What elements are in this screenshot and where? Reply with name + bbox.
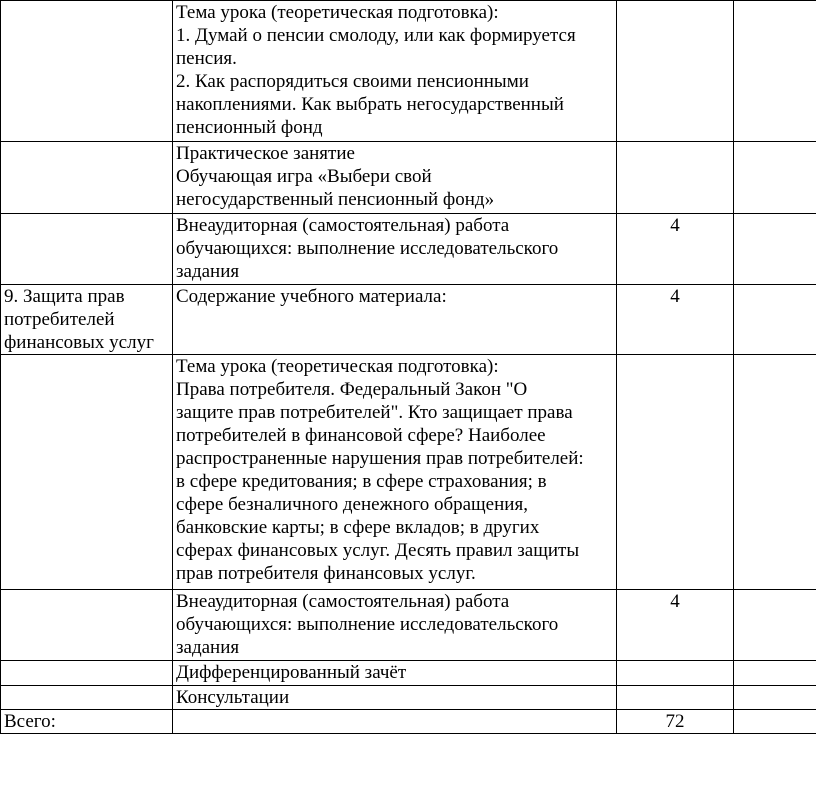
content-line: в сфере кредитования; в сфере страхования; в (176, 471, 547, 492)
extra-cell (734, 661, 816, 686)
content-line: Содержание учебного материала: (176, 286, 447, 307)
extra-cell (734, 142, 816, 214)
table-row (1, 355, 816, 590)
content-cell (173, 1, 617, 142)
content-line: Обучающая игра «Выбери свой (176, 166, 432, 187)
hours-cell (617, 1, 734, 142)
content-cell (173, 142, 617, 214)
extra-cell (734, 355, 816, 590)
content-cell (173, 590, 617, 661)
hours-cell (617, 142, 734, 214)
content-line: Внеаудиторная (самостоятельная) работа (176, 215, 510, 236)
content-cell (173, 686, 617, 710)
content-line: задания (176, 261, 240, 282)
content-cell (173, 661, 617, 686)
table-body (1, 1, 816, 734)
table-row (1, 1, 816, 142)
content-cell (173, 214, 617, 285)
section-cell (1, 214, 173, 285)
extra-cell (734, 686, 816, 710)
content-line: сфере безналичного денежного обращения, (176, 494, 528, 515)
extra-cell (734, 214, 816, 285)
table-row (1, 214, 816, 285)
content-line: задания (176, 637, 240, 658)
content-line: накоплениями. Как выбрать негосударственный (176, 94, 564, 115)
content-line: сферах финансовых услуг. Десять правил защиты (176, 540, 580, 561)
content-line: 2. Как распорядиться своими пенсионными (176, 71, 529, 92)
content-line: Практическое занятие (176, 143, 355, 164)
total-extra-cell (734, 710, 816, 734)
extra-cell (734, 590, 816, 661)
content-line: потребителей в финансовой сфере? Наиболее (176, 425, 546, 446)
hours-cell: 4 (617, 285, 734, 355)
content-line: пенсия. (176, 48, 237, 69)
content-line: обучающихся: выполнение исследовательского (176, 238, 559, 259)
content-line: 1. Думай о пенсии смолоду, или как формируется (176, 25, 576, 46)
hours-cell (617, 661, 734, 686)
content-line: Консультации (176, 687, 290, 708)
section-title-line: финансовых услуг (4, 332, 154, 353)
content-line: распространенные нарушения прав потребителей: (176, 448, 584, 469)
hours-cell (617, 355, 734, 590)
section-cell (1, 686, 173, 710)
total-hours: 72 (617, 710, 734, 734)
section-cell (1, 355, 173, 590)
content-cell (173, 355, 617, 590)
total-label: Всего: (1, 710, 173, 734)
content-line: негосударственный пенсионный фонд» (176, 189, 495, 210)
section-title-line: 9. Защита прав (4, 286, 125, 307)
content-line: Тема урока (теоретическая подготовка): (176, 356, 499, 377)
section-cell (1, 285, 173, 355)
section-cell (1, 142, 173, 214)
content-line: Тема урока (теоретическая подготовка): (176, 2, 499, 23)
hours-cell: 4 (617, 214, 734, 285)
table-row (1, 686, 816, 710)
content-line: пенсионный фонд (176, 117, 323, 138)
content-cell (173, 285, 617, 355)
table-row (1, 285, 816, 355)
total-row (1, 710, 816, 734)
content-line: обучающихся: выполнение исследовательского (176, 614, 559, 635)
content-line: Дифференцированный зачёт (176, 662, 407, 683)
content-line: защите прав потребителей". Кто защищает права (176, 402, 573, 423)
total-content-cell (173, 710, 617, 734)
section-cell (1, 590, 173, 661)
content-line: прав потребителя финансовых услуг. (176, 563, 476, 584)
hours-cell: 4 (617, 590, 734, 661)
content-line: Права потребителя. Федеральный Закон "О (176, 379, 528, 400)
content-line: Внеаудиторная (самостоятельная) работа (176, 591, 510, 612)
hours-cell (617, 686, 734, 710)
table-row (1, 661, 816, 686)
extra-cell (734, 285, 816, 355)
extra-cell (734, 1, 816, 142)
section-cell (1, 1, 173, 142)
content-line: банковские карты; в сфере вкладов; в других (176, 517, 540, 538)
section-cell (1, 661, 173, 686)
table-row (1, 590, 816, 661)
table-row (1, 142, 816, 214)
section-title-line: потребителей (4, 309, 115, 330)
